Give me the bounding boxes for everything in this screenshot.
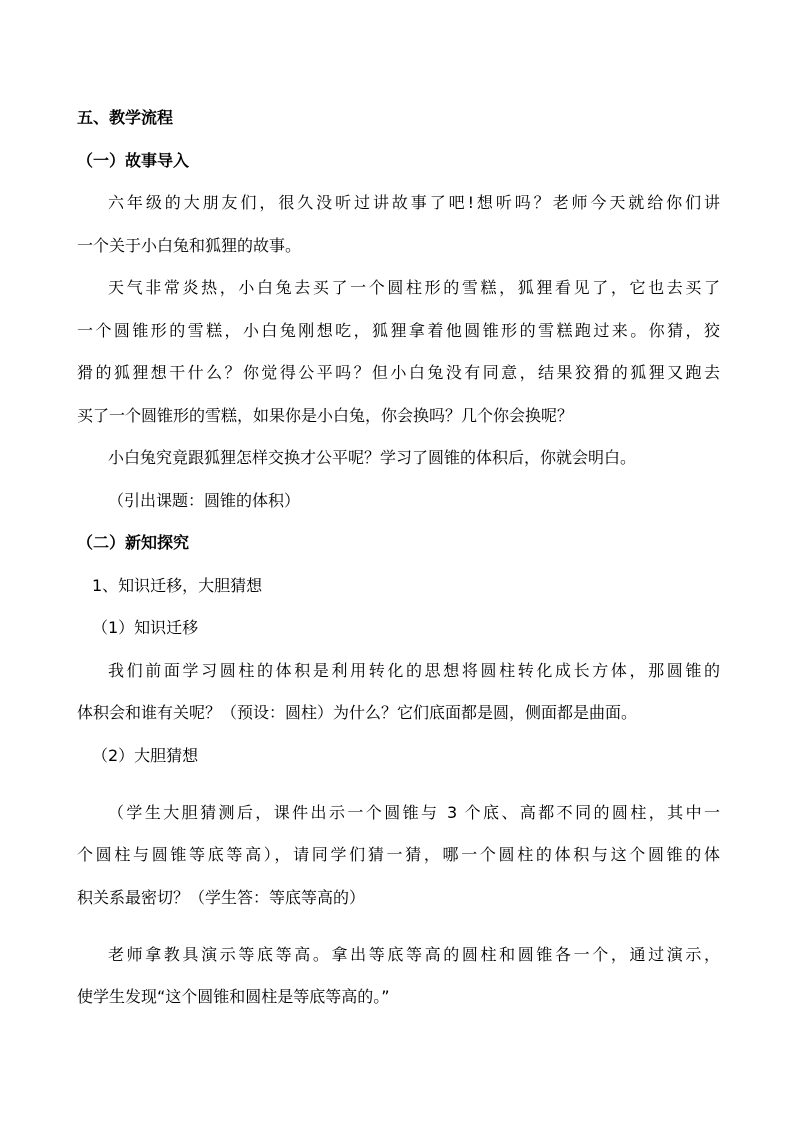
paragraph-line: 猾的狐狸想干什么？你觉得公平吗？但小白兔没有同意，结果狡猾的狐狸又跑去 bbox=[77, 363, 720, 382]
part1-heading: （一）故事导入 bbox=[77, 151, 190, 170]
paragraph-line: （引出课题：圆锥的体积） bbox=[108, 491, 301, 510]
paragraph-line: 积关系最密切？（学生答：等底等高的） bbox=[77, 888, 366, 907]
paragraph-line: 小白兔究竟跟狐狸怎样交换才公平呢？学习了圆锥的体积后，你就会明白。 bbox=[108, 448, 637, 467]
paragraph-line: 一个关于小白兔和狐狸的故事。 bbox=[77, 236, 302, 255]
section-title: 五、教学流程 bbox=[77, 108, 174, 127]
paragraph-line: 个圆柱与圆锥等底等高），请同学们猜一猜，哪一个圆柱的体积与这个圆锥的体 bbox=[77, 845, 720, 864]
paragraph-line: 买了一个圆锥形的雪糕，如果你是小白兔，你会换吗？几个你会换呢？ bbox=[77, 406, 574, 425]
paragraph-line: 六年级的大朋友们，很久没听过讲故事了吧!想听吗？老师今天就给你们讲 bbox=[108, 193, 720, 212]
subheading: 1、知识迁移，大胆猜想 bbox=[92, 576, 263, 595]
paragraph-line: 我们前面学习圆柱的体积是利用转化的思想将圆柱转化成长方体，那圆锥的 bbox=[108, 661, 720, 680]
paragraph-line: 使学生发现“这个圆锥和圆柱是等底等高的。” bbox=[77, 987, 390, 1006]
subheading: （1）知识迁移 bbox=[92, 618, 199, 637]
part2-heading: （二）新知探究 bbox=[77, 533, 190, 552]
subheading: （2）大胆猜想 bbox=[92, 746, 199, 765]
paragraph-line: 天气非常炎热，小白兔去买了一个圆柱形的雪糕，狐狸看见了，它也去买了 bbox=[108, 278, 720, 297]
paragraph-line: 老师拿教具演示等底等高。拿出等底等高的圆柱和圆锥各一个，通过演示， bbox=[108, 945, 720, 964]
paragraph-line: 一个圆锥形的雪糕，小白兔刚想吃，狐狸拿着他圆锥形的雪糕跑过来。你猜，狡 bbox=[77, 321, 720, 340]
paragraph-line: 体积会和谁有关呢？（预设：圆柱）为什么？它们底面都是圆，侧面都是曲面。 bbox=[77, 703, 638, 722]
paragraph-line: （学生大胆猜测后，课件出示一个圆锥与 3 个底、高都不同的圆柱，其中一 bbox=[108, 803, 720, 822]
